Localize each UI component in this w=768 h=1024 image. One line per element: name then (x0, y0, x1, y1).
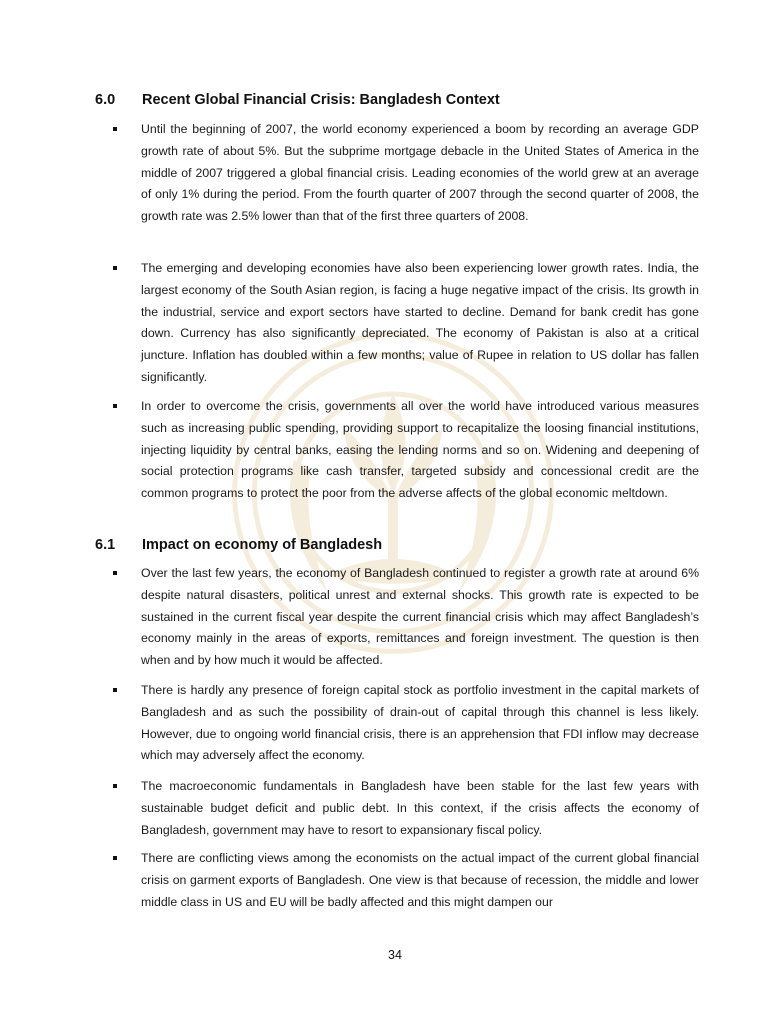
page-number: 34 (388, 948, 402, 962)
bullet-text: Until the beginning of 2007, the world economy experienced a boom by recording an average GDP growth rate of about 5%. But the subprime mortgage debacle in the United States of America in the middle of 2007 triggered a global financial crisis. Leading economies of the world grew at an average of only 1% during the period. From the fourth quarter of 2007 through the second quarter of 2008, the growth rate was 2.5% lower than that of the first three quarters of 2008. (141, 122, 699, 224)
bullet-square-icon (113, 688, 117, 692)
bullet-item (141, 119, 699, 228)
bullet-text: There is hardly any presence of foreign capital stock as portfolio investment in the capital markets of Bangladesh and as such the possibility of drain-out of capital through this channel is less likely. However, due to ongoing world financial crisis, there is an apprehension that FDI inflow may decrease which may adversely affect the economy. (141, 683, 699, 763)
bullet-square-icon (113, 856, 117, 860)
bullet-text: The emerging and developing economies have also been experiencing lower growth rates. India, the largest economy of the South Asian region, is facing a huge negative impact of the crisis. Its growth in the industrial, service and export sectors have started to decline. Demand for bank credit has gone down. Currency has also significantly depreciated. The economy of Pakistan is also at a critical juncture. Inflation has doubled within a few months; value of Rupee in relation to US dollar has fallen significantly. (141, 261, 699, 384)
bullet-item (141, 776, 699, 841)
bullet-text: Over the last few years, the economy of Bangladesh continued to register a growth rate at around 6% despite natural disasters, political unrest and external shocks. This growth rate is expected to be sustained in the current fiscal year despite the current financial crisis which may affect Bangladesh’s economy mainly in the areas of exports, remittances and foreign investment. The question is then when and by how much it would be affected. (141, 566, 699, 668)
bullet-item (141, 680, 699, 767)
bullet-text: In order to overcome the crisis, governments all over the world have introduced various measures such as increasing public spending, providing support to recapitalize the loosing financial institutions, injecting liquidity by central banks, easing the lending norms and so on. Widening and deepening of social protection programs like cash transfer, targeted subsidy and concessional credit are the common programs to protect the poor from the adverse affects of the global economic meltdown. (141, 399, 699, 501)
section-number: 6.0 (95, 92, 116, 108)
section-title: Impact on economy of Bangladesh (142, 537, 383, 553)
section-title: Recent Global Financial Crisis: Bangladesh Context (142, 92, 500, 108)
bullet-square-icon (113, 404, 117, 408)
bullet-square-icon (113, 127, 117, 131)
bullet-item (141, 563, 699, 672)
bullet-text: The macroeconomic fundamentals in Bangladesh have been stable for the last few years with sustainable budget deficit and public debt. In this context, if the crisis affects the economy of Bangladesh, government may have to resort to expansionary fiscal policy. (141, 779, 699, 837)
bullet-item (141, 258, 699, 389)
section-number: 6.1 (95, 537, 116, 553)
bullet-item (141, 848, 699, 913)
bullet-item (141, 396, 699, 505)
bullet-square-icon (113, 784, 117, 788)
bullet-square-icon (113, 571, 117, 575)
bullet-square-icon (113, 266, 117, 270)
bullet-text: There are conflicting views among the economists on the actual impact of the current global financial crisis on garment exports of Bangladesh. One view is that because of recession, the middle and lower middle class in US and EU will be badly affected and this might dampen our (141, 851, 699, 909)
